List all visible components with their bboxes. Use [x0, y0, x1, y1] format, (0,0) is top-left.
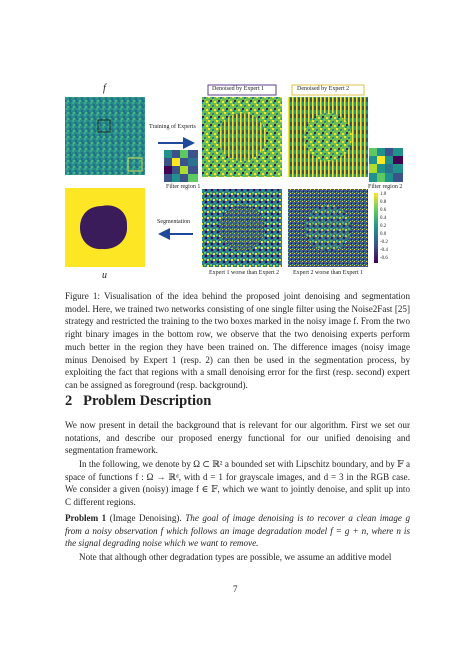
figure-1 [0, 0, 474, 290]
caption-expert2-worse: Expert 2 worse than Expert 1 [293, 270, 364, 276]
colorbar-tick: 0.4 [380, 216, 387, 221]
paragraph-1: We now present in detail the background that is relevant for our algorithm. First we set our notations, and describe our proposed energy functional for our unified denoising and segmentation framework. [65, 420, 410, 456]
denoised-expert-1 [202, 85, 282, 177]
segmentation-image-u [65, 188, 145, 267]
colorbar-tick: 0.8 [380, 200, 387, 205]
problem-label: Problem 1 [65, 513, 107, 523]
problem-name: (Image Denoising). [106, 513, 182, 523]
difference-expert-1 [202, 189, 282, 267]
colorbar-tick: 0.2 [380, 224, 387, 229]
colorbar-tick: -0.4 [380, 248, 388, 253]
problem-1 [65, 512, 410, 550]
colorbar-tick: 1.0 [380, 192, 387, 197]
label-segmentation: Segmentation [157, 219, 190, 225]
figure-caption: Figure 1: Visualisation of the idea behind the proposed joint denoising and segmentation model. Here, we trained two networks consisting of one single filter using the Noise2Fast [25] strategy and restricted the training to the two boxes marked in the noisy image f. From the two right binary images in the bottom row, we observe that the two denoising experts perform much better in the region they have been trained on. The difference images (noisy image minus Denoised by Expert 1 (resp. 2) can then be used in the segmentation process, by exploiting the fact that regions with a small denoising error for the first (resp. second) expert can be assigned as foreground (resp. background). [65, 291, 410, 390]
label-training: Training of Experts [149, 124, 196, 130]
colorbar-tick: -0.6 [380, 256, 388, 261]
label-filter-region-1: Filter region 1 [166, 184, 201, 190]
colorbar-tick: 0.0 [380, 232, 387, 237]
problem-text: The goal of image denoising is to recover a clean image g from a noisy observation f which follows an image degradation model f = g + n, where n is the signal degrading noise which we want to remove. [65, 513, 410, 549]
difference-expert-2 [288, 189, 368, 267]
section-number: 2 [65, 393, 73, 409]
filter-region-1-heatmap [164, 150, 198, 182]
colorbar-tick: 0.6 [380, 208, 387, 213]
label-f: f [103, 83, 106, 94]
caption-expert1-worse: Expert 1 worse than Expert 2 [209, 270, 280, 276]
section-title: Problem Description [83, 393, 212, 409]
denoised-expert-2 [288, 85, 368, 177]
label-u: u [102, 270, 107, 281]
label-denoised-expert-1: Denoised by Expert 1 [212, 86, 265, 92]
filter-region-2-heatmap [369, 148, 403, 182]
label-denoised-expert-2: Denoised by Expert 2 [297, 86, 350, 92]
colorbar-tick: -0.2 [380, 240, 388, 245]
colorbar [374, 193, 378, 263]
page-number: 7 [233, 584, 238, 594]
paragraph-3: Note that although other degradation types are possible, we assume an additive model [79, 552, 392, 562]
paragraph-2: In the following, we denote by Ω ⊂ ℝ² a bounded set with Lipschitz boundary, and by 𝔽 a space of functions f : Ω → ℝᵈ, with d = 1 for grayscale images, and d = 3 in the RGB case. We consider a given (noisy) image f ∈ 𝔽, which we want to jointly denoise, and split up into C different regions. [65, 459, 410, 508]
section-heading [65, 393, 211, 410]
noisy-image-f [65, 97, 145, 175]
label-filter-region-2: Filter region 2 [368, 184, 403, 190]
